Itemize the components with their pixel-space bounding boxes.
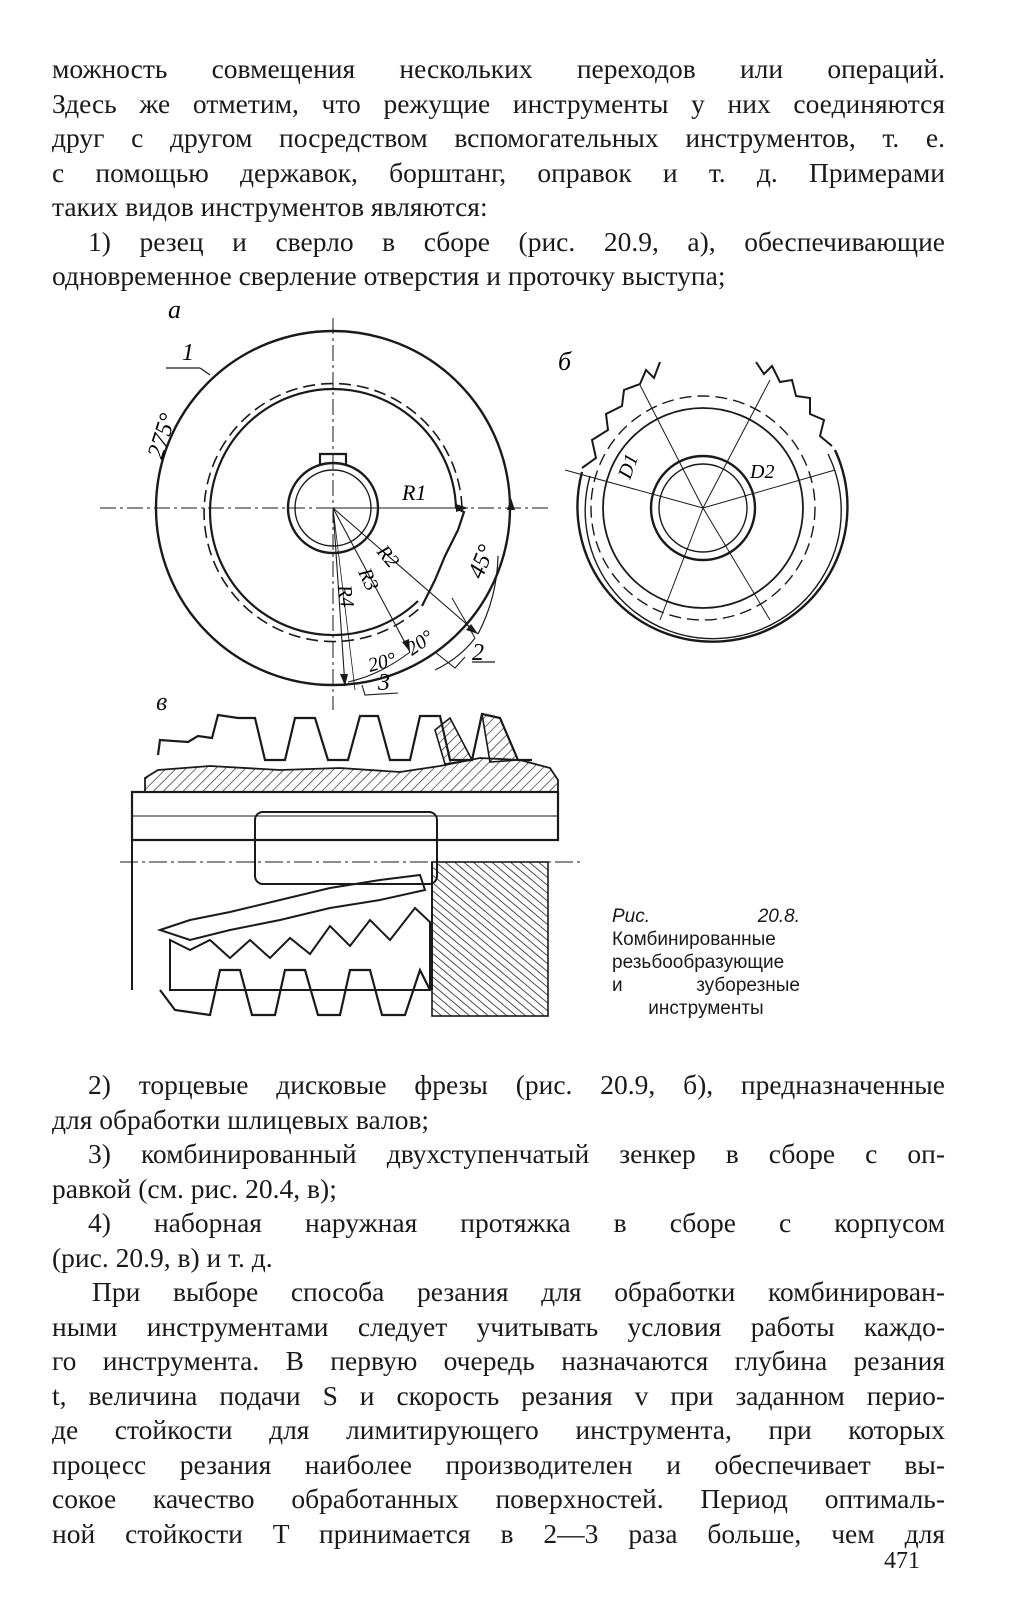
cut-teeth-section [432,862,548,1016]
text-line: сокое качество обработанных поверхностей. Период оптималь- [52,1483,945,1514]
teeth-right-b [756,362,832,446]
figure-20-8 [80,290,960,1020]
central-cavity [255,812,437,884]
text-line: При выборе способа резания для обработки комбинирован- [92,1276,945,1307]
text-line: ными инструментами следует учитывать условия работы каждо- [52,1310,945,1342]
bottom-paragraph [52,1068,945,1551]
text-line: Здесь же отметим, что режущие инструменты у них соединяются [52,87,945,119]
list-item-4: 4) наборная наружная протяжка в сборе с корпусом [88,1207,945,1238]
figure-caption [612,905,800,1020]
page-number: 471 [884,1548,920,1574]
text-line: де стойкости для лимитирующего инструмента, при которых [52,1414,945,1445]
text-line: го инструмента. В первую очередь назначаются глубина резания [52,1345,945,1376]
drawing-v [120,687,580,1016]
figure-drawing [80,290,960,1020]
label-a: а [168,295,181,324]
text-line: ной стойкости T принимается в 2—3 раза больше, чем для [52,1517,945,1549]
label-r2: R2 [372,541,404,573]
list-item-2: 2) торцевые дисковые фрезы (рис. 20.9, б), предназначенные [88,1069,945,1100]
text-line: одновременное сверление отверстия и проточку выступа; [52,260,726,291]
list-item-1: 1) резец и сверло в сборе (рис. 20.9, а), обеспечивающие [88,225,945,257]
thread-profile-top [158,714,532,760]
label-r1: R1 [402,480,427,505]
label-angle-45: 45° [463,541,501,583]
text-line: таких видов инструментов являются: [52,191,488,222]
outer-arc-b [577,450,847,642]
text-line: для обработки шлицевых валов; [52,1103,430,1135]
label-d1: D1 [614,451,644,482]
thread-profile-bottom [160,970,430,1015]
label-r4: R4 [333,583,358,609]
text-line: равкой (см. рис. 20.4, в); [52,1172,337,1204]
top-paragraph [52,52,945,294]
drawing-b [565,362,847,642]
label-angle-20-left: 20° [365,648,399,677]
hatched-section [145,758,558,792]
text-line: друг с другом посредством вспомогательных инструментов, т. е. [52,122,945,153]
text-line: (рис. 20.9, в) и т. д. [52,1241,273,1273]
label-v: в [156,687,168,716]
caption-ref: Рис. 20.8. [612,906,800,927]
label-angle-20-right: 20° [402,626,438,661]
label-angle-275: 275° [142,410,182,462]
text-line: процесс резания наиболее производителен и обеспечивает вы- [52,1448,945,1480]
text-line: можность совмещения нескольких переходов или операций. [52,53,945,84]
text-line: t, величина подачи S и скорость резания v при заданном перио- [52,1379,945,1411]
label-3: 3 [378,670,390,696]
text-line: с помощью державок, борштанг, оправок и т. д. Примерами [52,156,945,188]
list-item-3: 3) комбинированный двухступенчатый зенкер в сборе с оп- [88,1138,945,1169]
label-1: 1 [182,340,194,366]
label-r3: R3 [353,564,383,595]
label-b: б [558,347,572,376]
caption-text: Комбинированные резьбообразующие и зуборезные инструменты [612,929,800,1019]
r2-line [333,508,478,634]
label-2: 2 [472,640,484,666]
helical-element-2 [170,908,430,990]
label-d2: D2 [750,461,775,483]
